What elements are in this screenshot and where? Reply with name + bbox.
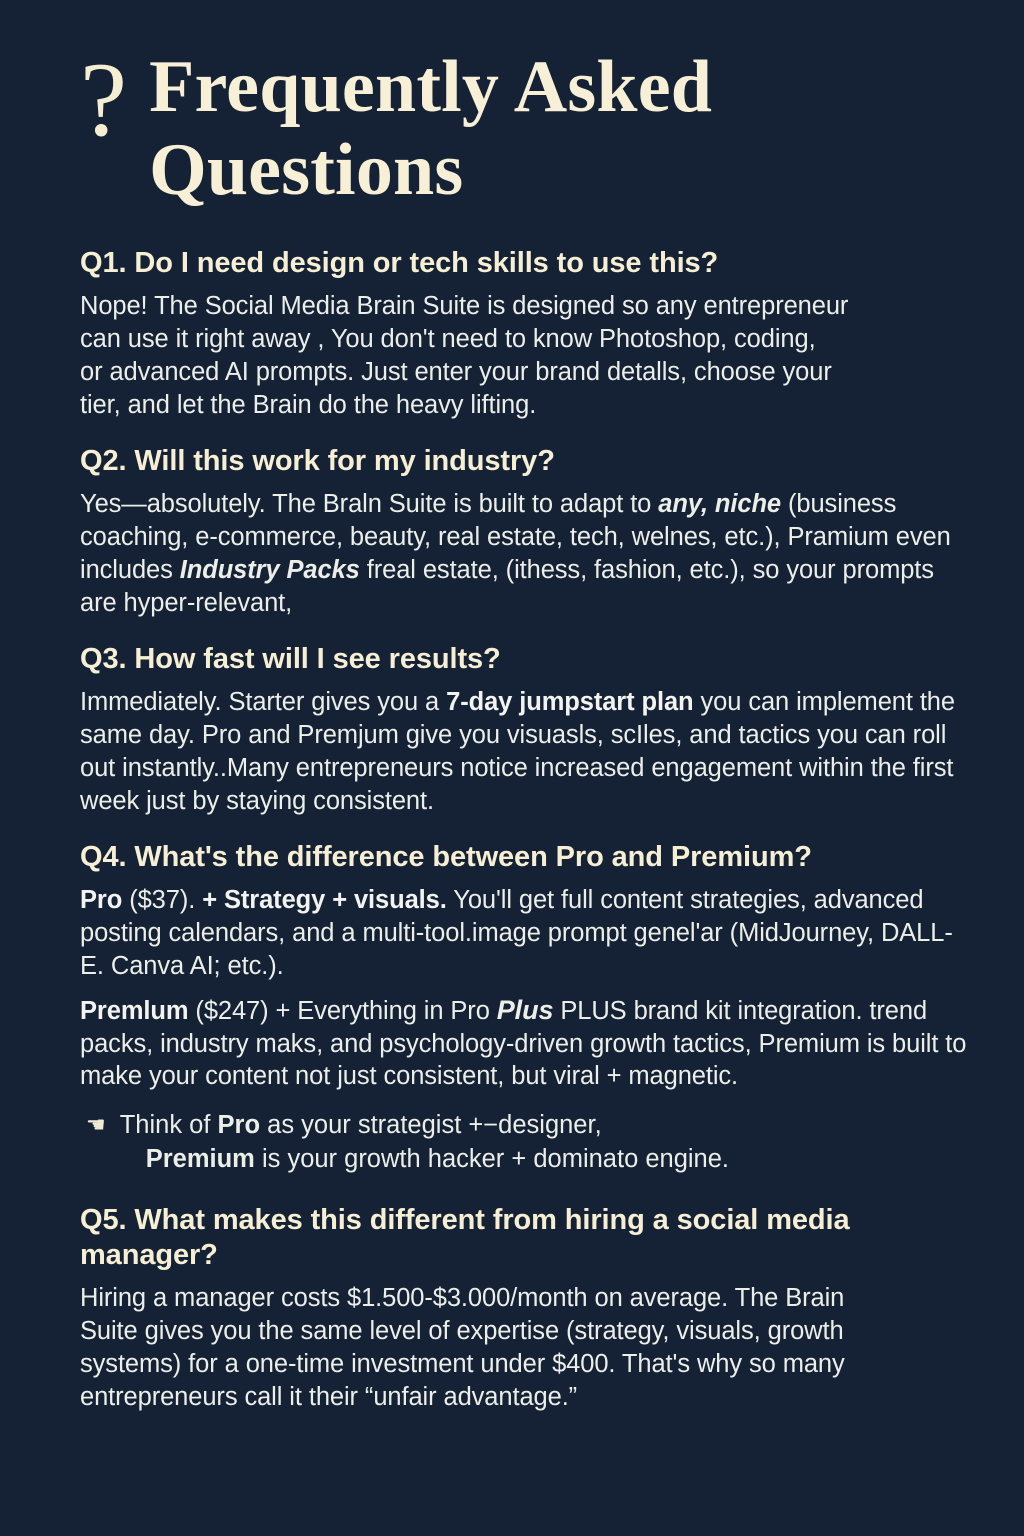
faq-item-3	[80, 642, 972, 818]
question-mark-icon: ?	[80, 41, 128, 158]
pro-tier-desc: You'll get full content strategies, advanced posting calendars, and a multi-tool.image prompt genel'ar (MidJourney, DALL-E. Canva AI; etc.).	[80, 885, 953, 980]
faq-answer-3-seg-2: 7-day jumpstart plan	[446, 688, 694, 716]
faq-answer-2	[80, 488, 972, 620]
faq-answer-4-para-1	[80, 884, 972, 983]
pro-tier-label: Pro	[80, 885, 123, 914]
faq-answer-1-line-1: Nope! The Social Media Brain Suite is designed so any entrepreneur	[80, 292, 849, 321]
faq-answer-1-line-3: or advanced AI prompts. Just enter your brand detalls, choose your	[80, 357, 832, 386]
faq-answer-4-para-2	[80, 993, 972, 1094]
premium-tier-label: Premlum	[80, 996, 189, 1025]
page-title: Frequently Asked Questions	[149, 46, 713, 211]
faq-item-2	[80, 444, 972, 620]
pro-tier-price: ($37).	[122, 885, 203, 914]
callout-line2-seg1: Premium	[145, 1144, 255, 1173]
faq-answer-2-seg-4: Industry Packs	[179, 555, 360, 584]
premium-tier-price: ($247) + Everything in Pro	[188, 996, 497, 1025]
faq-answer-2-seg-3: (business coaching, e-commerce, beauty, real estate, tech, welnes, etc.), Pramium even includes	[80, 490, 951, 584]
faq-answer-5-line-2: Suite gives you the same level of expertise (strategy, visuals, growth	[80, 1317, 844, 1346]
faq-answer-2-seg-5: freal estate, (ithess, fashion, etc.), so your prompts are hyper-relevant,	[80, 555, 934, 617]
faq-answer-2-seg-1: Yes—absolutely. The Braln Suite is built to adapt to	[80, 490, 659, 519]
faq-answer-1-line-4: tier, and let the Brain do the heavy lifting.	[80, 390, 537, 419]
faq-answer-3-seg-3: you can implement the same day. Pro and Premjum give you visuasls, scIles, and tactics you can roll out instantly..Many entrepreneurs notice increased engagement within the first week just by staying consistent.	[80, 688, 955, 815]
callout-line1-seg3: as your strategist +−designer,	[260, 1111, 602, 1140]
faq-answer-5-line-3: systems) for a one-time investment under $400. That's why so many	[80, 1350, 845, 1379]
faq-item-1	[80, 246, 972, 422]
faq-question-3: Q3. How fast will I see results?	[80, 642, 501, 675]
faq-question-2: Q2. Will this work for my industry?	[80, 444, 555, 477]
faq-item-5	[80, 1203, 972, 1414]
callout-line1-seg1: Think of	[119, 1111, 218, 1140]
pointing-hand-icon: ☚	[86, 1112, 106, 1138]
pro-tier-highlight: + Strategy + visuals.	[202, 885, 447, 914]
faq-answer-5-line-1: Hiring a manager costs $1.500-$3.000/month on average. The Brain	[80, 1284, 845, 1313]
faq-answer-1	[80, 290, 972, 422]
callout-line2-seg2: is your growth hacker + dominato engine.	[254, 1144, 729, 1173]
faq-answer-2-seg-2: any, niche	[658, 490, 782, 519]
page-header	[80, 41, 972, 212]
faq-answer-3	[80, 686, 972, 818]
faq-item-4	[80, 840, 972, 1177]
faq-answer-3-seg-1: Immediately. Starter gives you a	[80, 688, 447, 716]
faq-question-4: Q4. What's the difference between Pro and Premium?	[80, 840, 812, 873]
premium-plus-mark: Plus	[496, 994, 554, 1025]
faq-callout	[86, 1109, 972, 1176]
faq-answer-5	[80, 1282, 972, 1414]
faq-question-1: Q1. Do I need design or tech skills to use this?	[80, 246, 719, 279]
faq-callout-text	[120, 1109, 729, 1176]
callout-line1-seg2: Pro	[217, 1111, 261, 1140]
faq-answer-1-line-2: can use it right away , You don't need to know Photoshop, coding,	[80, 325, 816, 354]
faq-answer-5-line-4: entrepreneurs call it their “unfair advantage.”	[80, 1383, 578, 1412]
premium-tier-desc: PLUS brand kit integration. trend packs, industry maks, and psychology-driven growth tactics, Premium is built to make your content not just consistent, but viral + magnetic.	[80, 996, 967, 1091]
faq-question-5: Q5. What makes this different from hiring a social media manager?	[80, 1203, 850, 1271]
